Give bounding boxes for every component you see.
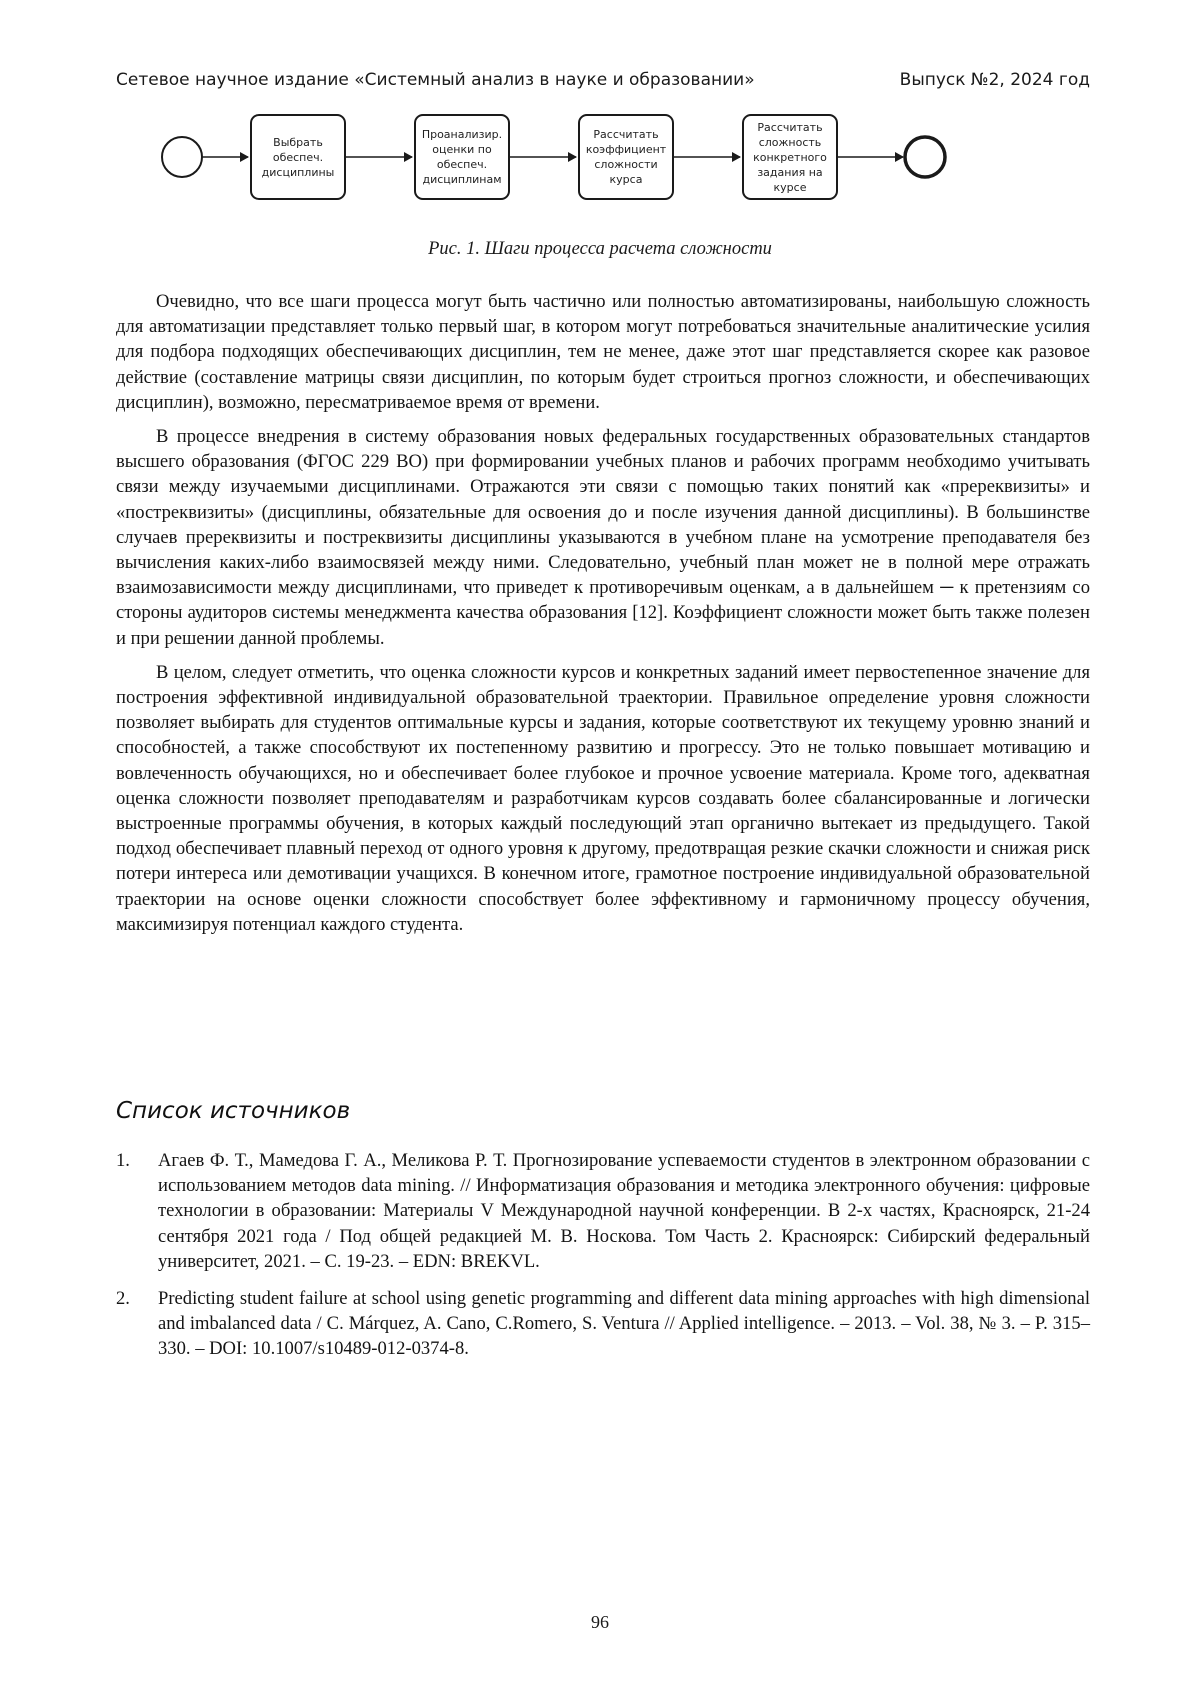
page-number: 96	[591, 1612, 609, 1632]
step-select-disciplines: Выбрать обеспеч. дисциплины	[250, 114, 346, 200]
reference-list	[116, 1148, 1090, 1374]
article-body	[116, 289, 1090, 946]
figure-caption: Рис. 1. Шаги процесса расчета сложности	[428, 239, 772, 259]
step-task-complexity: Рассчитать сложность конкретного задания на курсе	[742, 114, 838, 200]
journal-title: Сетевое научное издание «Системный анализ в науке и образовании»	[116, 70, 755, 90]
reference-number: 2.	[116, 1288, 130, 1310]
step-analyze-grades: Проанализир. оценки по обеспеч. дисциплинам	[414, 114, 510, 200]
running-header	[116, 70, 1090, 90]
reference-text: Агаев Ф. Т., Мамедова Г. А., Меликова Р. Т. Прогнозирование успеваемости студентов в электронном образовании с использованием методов data mining. // Информатизация образования и методика электронного обучения: цифровые технологии в образовании: Материалы V Международной научной конференции. В 2-х частях, Красноярск, 21-24 сентября 2021 года / Под общей редакцией М. В. Носкова. Том Часть 2. Красноярск: Сибирский федеральный университет, 2021. – С. 19-23. – EDN: BREKVL.	[158, 1150, 1090, 1272]
end-event-circle	[905, 137, 945, 177]
paragraph: В процессе внедрения в систему образования новых федеральных государственных образовательных стандартов высшего образования (ФГОС 229 ВО) при формировании учебных планов и рабочих программ необходимо учитывать связи между изучаемыми дисциплинами. Отражаются эти связи с помощью таких понятий как «пререквизиты» и «постреквизиты» (дисциплины, обязательные для освоения до и после изучения данной дисциплины). В большинстве случаев пререквизиты и постреквизиты дисциплины указываются в учебном плане на усмотрение преподавателя без вычисления каких-либо взаимосвязей между ними. Следовательно, учебный план может не в полной мере отражать взаимозависимости между дисциплинами, что приведет к противоречивым оценкам, а в дальнейшем ─ к претензиям со стороны аудиторов системы менеджмента качества образования [12]. Коэффициент сложности может быть также полезен и при решении данной проблемы.	[116, 426, 1090, 649]
reference-item	[116, 1148, 1090, 1274]
process-diagram	[160, 120, 1060, 230]
start-event-circle	[162, 137, 202, 177]
reference-item	[116, 1286, 1090, 1362]
references-heading: Список источников	[116, 1098, 351, 1124]
issue-label: Выпуск №2, 2024 год	[899, 70, 1090, 90]
paragraph: В целом, следует отметить, что оценка сложности курсов и конкретных заданий имеет первостепенное значение для построения эффективной индивидуальной образовательной траектории. Правильное определение уровня сложности позволяет выбирать для студентов оптимальные курсы и задания, которые соответствуют их текущему уровню знаний и способностей, а также способствуют их постепенному развитию и прогрессу. Это не только повышает мотивацию и вовлеченность обучающихся, но и обеспечивает более глубокое и прочное усвоение материала. Кроме того, адекватная оценка сложности позволяет преподавателям и разработчикам курсов создавать более сбалансированные и логически выстроенные программы обучения, в которых каждый последующий этап органично вытекает из предыдущего. Такой подход обеспечивает плавный переход от одного уровня к другому, предотвращая резкие скачки сложности и снижая риск потери интереса или демотивации учащихся. В конечном итоге, грамотное построение индивидуальной образовательной траектории на основе оценки сложности способствует более эффективному и гармоничному процессу обучения, максимизируя потенциал каждого студента.	[116, 661, 1090, 935]
step-course-coefficient: Рассчитать коэффициент сложности курса	[578, 114, 674, 200]
reference-number: 1.	[116, 1150, 130, 1171]
paragraph: Очевидно, что все шаги процесса могут быть частично или полностью автоматизированы, наибольшую сложность для автоматизации представляет только первый шаг, в котором могут потребоваться значительные аналитические усилия для подбора подходящих обеспечивающих дисциплин, тем не менее, даже этот шаг представляется скорее как разовое действие (составление матрицы связи дисциплин, по которым будет строиться прогноз сложности, и обеспечивающих дисциплин), возможно, пересматриваемое время от времени.	[116, 291, 1090, 413]
reference-text: Predicting student failure at school using genetic programming and different data mining approaches with high dimensional and imbalanced data / C. Márquez, A. Cano, C.Romero, S. Ventura // Applied intelligence. – 2013. – Vol. 38, № 3. – P. 315–330. – DOI: 10.1007/s10489-012-0374-8.	[158, 1288, 1090, 1360]
